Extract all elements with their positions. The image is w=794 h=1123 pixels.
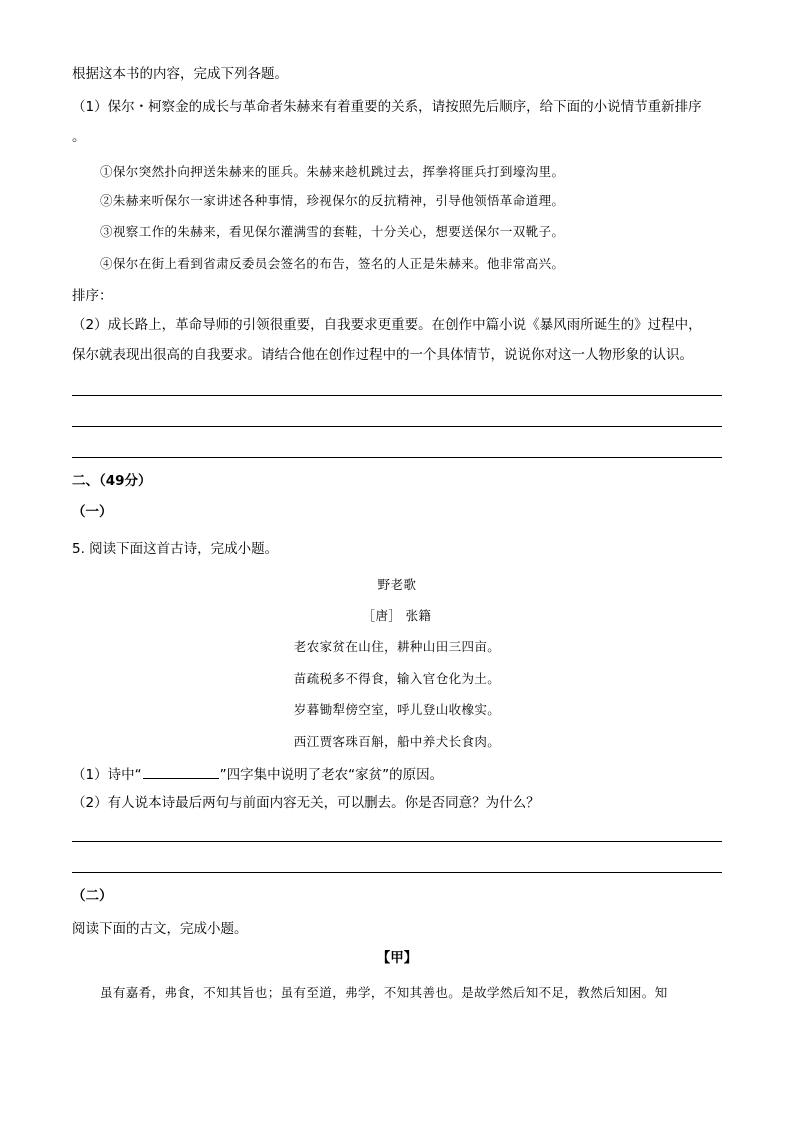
jia-heading: 【甲】 — [376, 950, 418, 966]
part2-heading: （二） — [72, 888, 113, 904]
poem-line-1: 老农家贫在山住，耕种山田三四亩。 — [293, 639, 501, 654]
fill-blank[interactable] — [143, 766, 219, 779]
poem-line-4: 西江贾客珠百斛，船中养犬长食肉。 — [293, 734, 501, 749]
answer-line[interactable] — [72, 395, 722, 396]
q2-line1: （2）成长路上，革命导师的引领很重要，自我要求更重要。在创作中篇小说《暴风雨所诞生的》过程中， — [72, 317, 702, 333]
answer-line[interactable] — [72, 872, 722, 873]
passage-line: 虽有嘉肴，弗食，不知其旨也；虽有至道，弗学，不知其善也。是故学然后知不足，教然后知困。知 — [100, 985, 668, 1000]
sub1-before: （1）诗中“ — [72, 767, 142, 783]
q1-prompt-line1: （1）保尔・柯察金的成长与革命者朱赫来有着重要的关系，请按照先后顺序，给下面的小说情节重新排序 — [72, 99, 702, 115]
poem-line-2: 苗疏税多不得食，输入官仓化为土。 — [293, 671, 501, 686]
poem-title: 野老歌 — [377, 577, 417, 592]
poem-author: ［唐］ 张籍 — [362, 608, 432, 623]
sub1-after: ”四字集中说明了老农“家贫”的原因。 — [219, 767, 444, 783]
order-label: 排序： — [72, 288, 113, 304]
read-prompt: 阅读下面的古文，完成小题。 — [72, 921, 248, 937]
plot-item-3: ③视察工作的朱赫来，看见保尔灌满雪的套鞋，十分关心，想要送保尔一双靴子。 — [100, 224, 565, 239]
poem-sub2: （2）有人说本诗最后两句与前面内容无关，可以删去。你是否同意？为什么？ — [72, 795, 540, 811]
poem-line-3: 岁暮锄犁傍空室，呼儿登山收橡实。 — [293, 702, 501, 717]
poem-sub1 — [72, 766, 443, 783]
answer-line[interactable] — [72, 841, 722, 842]
q1-prompt-line2: 。 — [72, 129, 86, 145]
part1-heading: （一） — [72, 504, 113, 520]
answer-line[interactable] — [72, 426, 722, 427]
answer-line[interactable] — [72, 457, 722, 458]
section2-heading: 二、（49分） — [72, 473, 152, 489]
plot-item-1: ①保尔突然扑向押送朱赫来的匪兵。朱赫来趁机跳过去，挥拳将匪兵打到壕沟里。 — [100, 164, 565, 179]
plot-item-2: ②朱赫来听保尔一家讲述各种事情，珍视保尔的反抗精神，引导他领悟革命道理。 — [100, 193, 565, 208]
plot-item-4: ④保尔在街上看到省肃反委员会签名的布告，签名的人正是朱赫来。他非常高兴。 — [100, 256, 565, 271]
intro-line: 根据这本书的内容，完成下列各题。 — [72, 66, 288, 82]
q2-line2: 保尔就表现出很高的自我要求。请结合他在创作过程中的一个具体情节，说说你对这一人物形象的认识。 — [72, 347, 693, 363]
q5-prompt: 5. 阅读下面这首古诗，完成小题。 — [72, 541, 279, 557]
